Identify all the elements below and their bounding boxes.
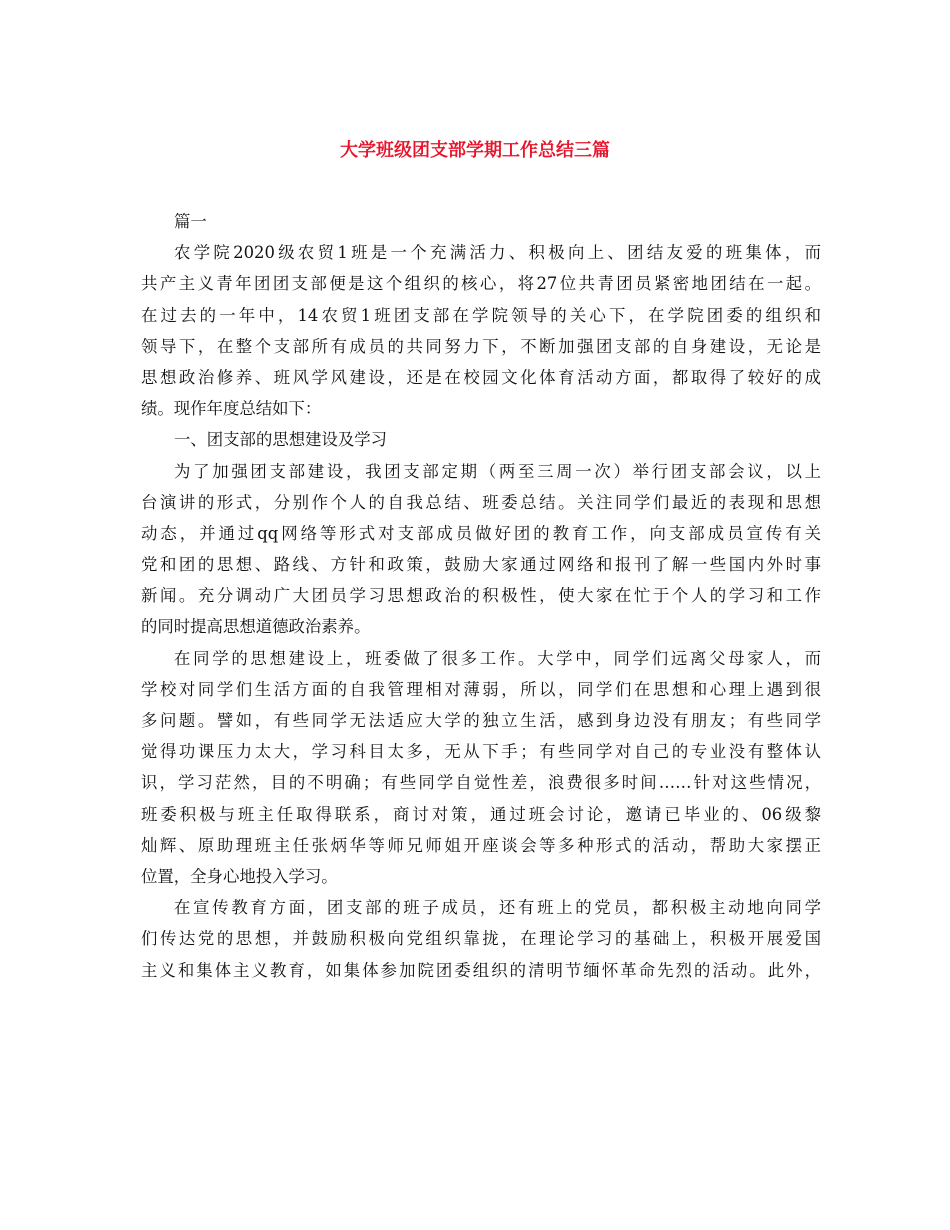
text-line: 位置，全身心地投入学习。 bbox=[141, 866, 338, 886]
text-line: 思想政治修养、班风学风建设，还是在校园文化体育活动方面，都取得了较好的成 bbox=[141, 367, 821, 387]
text-line: 一、团支部的思想建设及学习 bbox=[174, 430, 388, 450]
document-body bbox=[141, 206, 821, 986]
text-line: 识，学习茫然，目的不明确；有些同学自觉性差，浪费很多时间……针对这些情况， bbox=[141, 773, 821, 793]
text-line: 在宣传教育方面，团支部的班子成员，还有班上的党员，都积极主动地向同学 bbox=[174, 898, 821, 918]
text-line: 农学院2020级农贸1班是一个充满活力、积极向上、团结友爱的班集体，而 bbox=[174, 243, 821, 263]
text-line: 新闻。充分调动广大团员学习思想政治的积极性，使大家在忙于个人的学习和工作 bbox=[141, 586, 821, 606]
text-line: 学校对同学们生活方面的自我管理相对薄弱，所以，同学们在思想和心理上遇到很 bbox=[141, 679, 821, 699]
text-line: 主义和集体主义教育，如集体参加院团委组织的清明节缅怀革命先烈的活动。此外， bbox=[141, 960, 821, 980]
text-line: 绩。现作年度总结如下： bbox=[141, 399, 322, 419]
text-line: 灿辉、原助理班主任张炳华等师兄师姐开座谈会等多种形式的活动，帮助大家摆正 bbox=[141, 835, 821, 855]
text-line: 的同时提高思想道德政治素养。 bbox=[141, 617, 371, 637]
text-line: 动态，并通过qq网络等形式对支部成员做好团的教育工作，向支部成员宣传有关 bbox=[141, 523, 821, 543]
text-line: 班委积极与班主任取得联系，商讨对策，通过班会讨论，邀请已毕业的、06级黎 bbox=[141, 804, 821, 824]
text-line: 为了加强团支部建设，我团支部定期（两至三周一次）举行团支部会议，以上 bbox=[174, 461, 821, 481]
text-line: 台演讲的形式，分别作个人的自我总结、班委总结。关注同学们最近的表现和思想 bbox=[141, 492, 821, 512]
text-line: 在过去的一年中，14农贸1班团支部在学院领导的关心下，在学院团委的组织和 bbox=[141, 305, 821, 325]
text-line: 多问题。譬如，有些同学无法适应大学的独立生活，感到身边没有朋友；有些同学 bbox=[141, 711, 821, 730]
text-line: 领导下，在整个支部所有成员的共同努力下，不断加强团支部的自身建设，无论是 bbox=[141, 336, 821, 356]
text-line: 共产主义青年团团支部便是这个组织的核心，将27位共青团员紧密地团结在一起。 bbox=[141, 274, 821, 294]
text-line: 觉得功课压力太大，学习科目太多，无从下手；有些同学对自己的专业没有整体认 bbox=[141, 742, 821, 762]
text-line: 篇一 bbox=[174, 212, 207, 231]
text-line: 在同学的思想建设上，班委做了很多工作。大学中，同学们远离父母家人，而 bbox=[174, 648, 821, 668]
text-line: 党和团的思想、路线、方针和政策，鼓励大家通过网络和报刊了解一些国内外时事 bbox=[141, 555, 821, 575]
text-line: 们传达党的思想，并鼓励积极向党组织靠拢，在理论学习的基础上，积极开展爱国 bbox=[141, 929, 821, 949]
document-title: 大学班级团支部学期工作总结三篇 bbox=[340, 140, 610, 161]
